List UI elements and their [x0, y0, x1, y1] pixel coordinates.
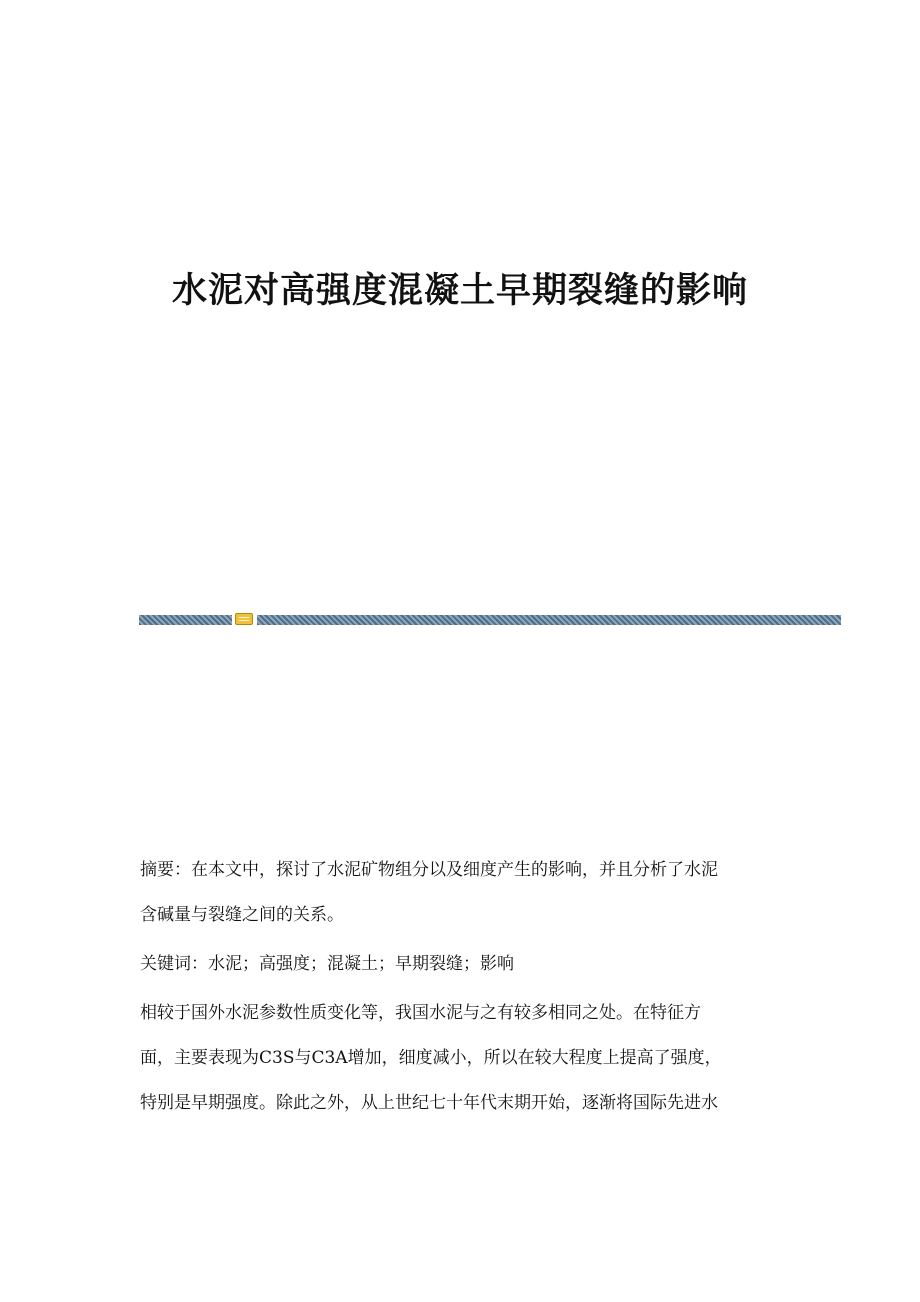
document-title: 水泥对高强度混凝土早期裂缝的影响: [171, 270, 748, 311]
body-line: 面，主要表现为C3S与C3A增加，细度减小，所以在较大程度上提高了强度，: [140, 1048, 722, 1068]
body-paragraph: [140, 991, 780, 1126]
divider-ornament-icon: [235, 613, 253, 625]
divider-left: [139, 615, 232, 625]
body-line: 相较于国外水泥参数性质变化等，我国水泥与之有较多相同之处。在特征方: [140, 1003, 701, 1023]
abstract-line: 含碱量与裂缝之间的关系。: [140, 905, 344, 925]
divider-right: [257, 615, 841, 625]
body-line: 特别是早期强度。除此之外，从上世纪七十年代末期开始，逐渐将国际先进水: [140, 1093, 718, 1113]
document-body: [140, 848, 780, 1130]
keywords-line: 关键词：水泥；高强度；混凝土；早期裂缝；影响: [140, 954, 514, 974]
abstract-line: 摘要：在本文中，探讨了水泥矿物组分以及细度产生的影响，并且分析了水泥: [140, 860, 718, 880]
abstract-paragraph: [140, 848, 780, 938]
